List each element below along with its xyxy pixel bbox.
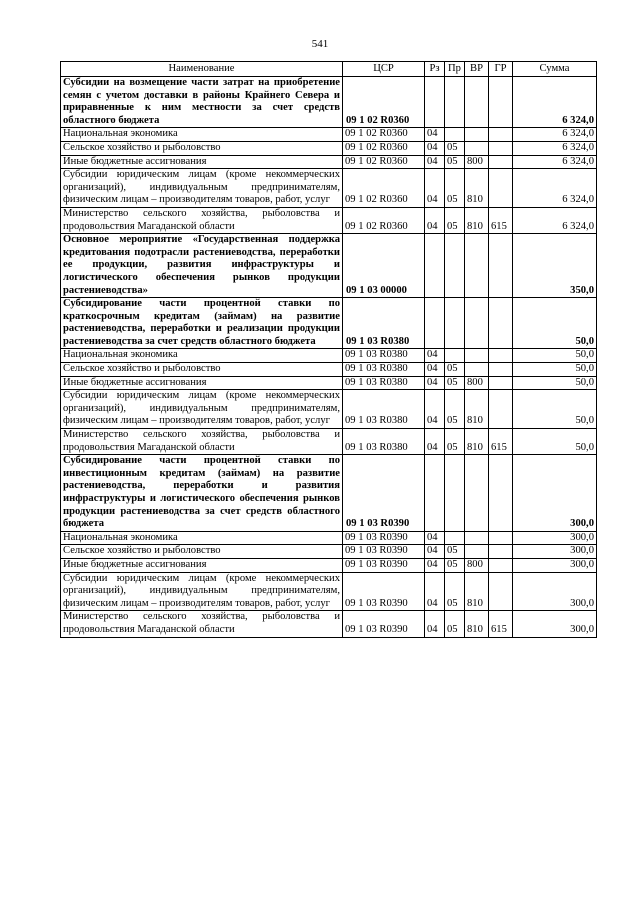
cell-rz: 04 (425, 155, 445, 169)
cell-name: Субсидии юридическим лицам (кроме некоммерческих организаций), индивидуальным предпринимателям, физическим лицам – производителям товаров, работ, услуг (61, 390, 343, 429)
table-row (61, 77, 597, 128)
cell-sum: 6 324,0 (513, 169, 597, 208)
cell-csr: 09 1 03 R0390 (343, 558, 425, 572)
cell-rz: 04 (425, 207, 445, 233)
cell-name: Сельское хозяйство и рыболовство (61, 363, 343, 377)
cell-vr (465, 531, 489, 545)
cell-name: Основное мероприятие «Государственная поддержка кредитования подотрасли растениеводства, переработки ее продукции, развития инфраструктуры и логистического обеспечения рынков продукции растениеводства» (61, 234, 343, 298)
cell-gr (489, 572, 513, 611)
table-row (61, 429, 597, 455)
cell-rz (425, 455, 445, 532)
cell-rz: 04 (425, 531, 445, 545)
cell-csr: 09 1 02 R0360 (343, 207, 425, 233)
budget-table (60, 61, 597, 638)
cell-pr: 05 (445, 429, 465, 455)
cell-vr: 810 (465, 572, 489, 611)
cell-sum: 300,0 (513, 611, 597, 637)
cell-sum: 6 324,0 (513, 141, 597, 155)
cell-name: Министерство сельского хозяйства, рыболовства и продовольствия Магаданской области (61, 429, 343, 455)
cell-pr: 05 (445, 558, 465, 572)
table-row (61, 141, 597, 155)
cell-sum: 6 324,0 (513, 77, 597, 128)
cell-vr (465, 363, 489, 377)
cell-gr (489, 298, 513, 349)
header-gr: ГР (489, 62, 513, 77)
cell-rz (425, 234, 445, 298)
cell-pr (445, 128, 465, 142)
cell-gr (489, 169, 513, 208)
cell-sum: 350,0 (513, 234, 597, 298)
cell-name: Сельское хозяйство и рыболовство (61, 545, 343, 559)
cell-sum: 300,0 (513, 572, 597, 611)
cell-gr (489, 455, 513, 532)
cell-vr (465, 141, 489, 155)
cell-vr (465, 128, 489, 142)
cell-sum: 50,0 (513, 376, 597, 390)
cell-sum: 50,0 (513, 363, 597, 377)
cell-sum: 50,0 (513, 298, 597, 349)
cell-sum: 6 324,0 (513, 128, 597, 142)
cell-name: Сельское хозяйство и рыболовство (61, 141, 343, 155)
cell-gr (489, 531, 513, 545)
cell-csr: 09 1 03 R0380 (343, 363, 425, 377)
cell-pr: 05 (445, 169, 465, 208)
cell-csr: 09 1 03 R0390 (343, 572, 425, 611)
cell-pr: 05 (445, 376, 465, 390)
cell-pr: 05 (445, 141, 465, 155)
cell-name: Иные бюджетные ассигнования (61, 376, 343, 390)
cell-rz: 04 (425, 545, 445, 559)
cell-gr (489, 545, 513, 559)
cell-csr: 09 1 02 R0360 (343, 128, 425, 142)
table-row (61, 572, 597, 611)
cell-csr: 09 1 02 R0360 (343, 77, 425, 128)
table-header-row (61, 62, 597, 77)
header-vr: ВР (465, 62, 489, 77)
cell-gr (489, 141, 513, 155)
table-row (61, 155, 597, 169)
cell-gr: 615 (489, 207, 513, 233)
cell-csr: 09 1 02 R0360 (343, 169, 425, 208)
table-row (61, 298, 597, 349)
cell-gr (489, 349, 513, 363)
cell-name: Иные бюджетные ассигнования (61, 558, 343, 572)
table-row (61, 558, 597, 572)
table-row (61, 169, 597, 208)
header-csr: ЦСР (343, 62, 425, 77)
cell-name: Министерство сельского хозяйства, рыболовства и продовольствия Магаданской области (61, 207, 343, 233)
cell-rz: 04 (425, 558, 445, 572)
cell-name: Национальная экономика (61, 128, 343, 142)
cell-pr (445, 455, 465, 532)
table-row (61, 349, 597, 363)
cell-vr: 800 (465, 155, 489, 169)
cell-csr: 09 1 03 R0380 (343, 376, 425, 390)
cell-pr (445, 234, 465, 298)
cell-rz (425, 298, 445, 349)
cell-sum: 300,0 (513, 531, 597, 545)
cell-vr (465, 455, 489, 532)
cell-name: Иные бюджетные ассигнования (61, 155, 343, 169)
cell-rz: 04 (425, 169, 445, 208)
cell-vr (465, 77, 489, 128)
cell-gr (489, 558, 513, 572)
cell-vr (465, 545, 489, 559)
cell-vr: 810 (465, 169, 489, 208)
table-row (61, 390, 597, 429)
table-row (61, 363, 597, 377)
cell-rz: 04 (425, 429, 445, 455)
cell-pr: 05 (445, 611, 465, 637)
cell-rz: 04 (425, 349, 445, 363)
cell-vr: 800 (465, 376, 489, 390)
header-name: Наименование (61, 62, 343, 77)
cell-rz (425, 77, 445, 128)
cell-vr (465, 298, 489, 349)
cell-rz: 04 (425, 390, 445, 429)
cell-pr: 05 (445, 363, 465, 377)
cell-csr: 09 1 03 R0380 (343, 349, 425, 363)
cell-vr: 810 (465, 611, 489, 637)
cell-name: Субсидии юридическим лицам (кроме некоммерческих организаций), индивидуальным предпринимателям, физическим лицам – производителям товаров, работ, услуг (61, 572, 343, 611)
cell-gr (489, 128, 513, 142)
table-row (61, 545, 597, 559)
cell-name: Министерство сельского хозяйства, рыболовства и продовольствия Магаданской области (61, 611, 343, 637)
table-row (61, 611, 597, 637)
cell-sum: 50,0 (513, 390, 597, 429)
cell-rz: 04 (425, 611, 445, 637)
cell-vr (465, 234, 489, 298)
table-row (61, 128, 597, 142)
cell-pr: 05 (445, 207, 465, 233)
cell-csr: 09 1 03 00000 (343, 234, 425, 298)
cell-vr (465, 349, 489, 363)
header-rz: Рз (425, 62, 445, 77)
cell-name: Национальная экономика (61, 349, 343, 363)
cell-rz: 04 (425, 128, 445, 142)
cell-vr: 810 (465, 390, 489, 429)
cell-csr: 09 1 03 R0390 (343, 611, 425, 637)
cell-name: Субсидии юридическим лицам (кроме некоммерческих организаций), индивидуальным предпринимателям, физическим лицам – производителям товаров, работ, услуг (61, 169, 343, 208)
cell-gr: 615 (489, 611, 513, 637)
cell-name: Национальная экономика (61, 531, 343, 545)
cell-sum: 300,0 (513, 545, 597, 559)
table-row (61, 207, 597, 233)
cell-rz: 04 (425, 363, 445, 377)
cell-pr (445, 298, 465, 349)
cell-vr: 810 (465, 207, 489, 233)
cell-gr: 615 (489, 429, 513, 455)
cell-pr (445, 77, 465, 128)
header-sum: Сумма (513, 62, 597, 77)
cell-rz: 04 (425, 376, 445, 390)
cell-sum: 300,0 (513, 455, 597, 532)
cell-sum: 50,0 (513, 349, 597, 363)
cell-sum: 50,0 (513, 429, 597, 455)
cell-csr: 09 1 03 R0380 (343, 429, 425, 455)
cell-pr (445, 531, 465, 545)
header-pr: Пр (445, 62, 465, 77)
cell-pr: 05 (445, 390, 465, 429)
cell-pr: 05 (445, 572, 465, 611)
cell-pr: 05 (445, 155, 465, 169)
cell-csr: 09 1 02 R0360 (343, 155, 425, 169)
cell-gr (489, 363, 513, 377)
table-row (61, 234, 597, 298)
page-number: 541 (311, 38, 329, 50)
table-row (61, 531, 597, 545)
cell-rz: 04 (425, 141, 445, 155)
cell-name: Субсидирование части процентной ставки по краткосрочным кредитам (займам) на развитие растениеводства, переработки и реализации продукции растениеводства за счет средств областного бюджета (61, 298, 343, 349)
table-row (61, 376, 597, 390)
table-body (61, 77, 597, 638)
cell-gr (489, 234, 513, 298)
cell-pr (445, 349, 465, 363)
cell-rz: 04 (425, 572, 445, 611)
cell-gr (489, 376, 513, 390)
cell-csr: 09 1 03 R0380 (343, 390, 425, 429)
cell-sum: 6 324,0 (513, 155, 597, 169)
cell-sum: 6 324,0 (513, 207, 597, 233)
cell-sum: 300,0 (513, 558, 597, 572)
cell-csr: 09 1 03 R0390 (343, 531, 425, 545)
cell-csr: 09 1 03 R0390 (343, 455, 425, 532)
table-row (61, 455, 597, 532)
cell-vr: 800 (465, 558, 489, 572)
cell-pr: 05 (445, 545, 465, 559)
cell-csr: 09 1 03 R0380 (343, 298, 425, 349)
cell-csr: 09 1 02 R0360 (343, 141, 425, 155)
cell-name: Субсидирование части процентной ставки по инвестиционным кредитам (займам) на развитие растениеводства, переработки и развития инфраструктуры и логистического обеспечения рынков продукции растениеводства за счет средств областного бюджета (61, 455, 343, 532)
cell-name: Субсидии на возмещение части затрат на приобретение семян с учетом доставки в районы Крайнего Севера и приравненные к ним местности за счет средств областного бюджета (61, 77, 343, 128)
cell-gr (489, 155, 513, 169)
cell-gr (489, 390, 513, 429)
cell-gr (489, 77, 513, 128)
cell-vr: 810 (465, 429, 489, 455)
cell-csr: 09 1 03 R0390 (343, 545, 425, 559)
